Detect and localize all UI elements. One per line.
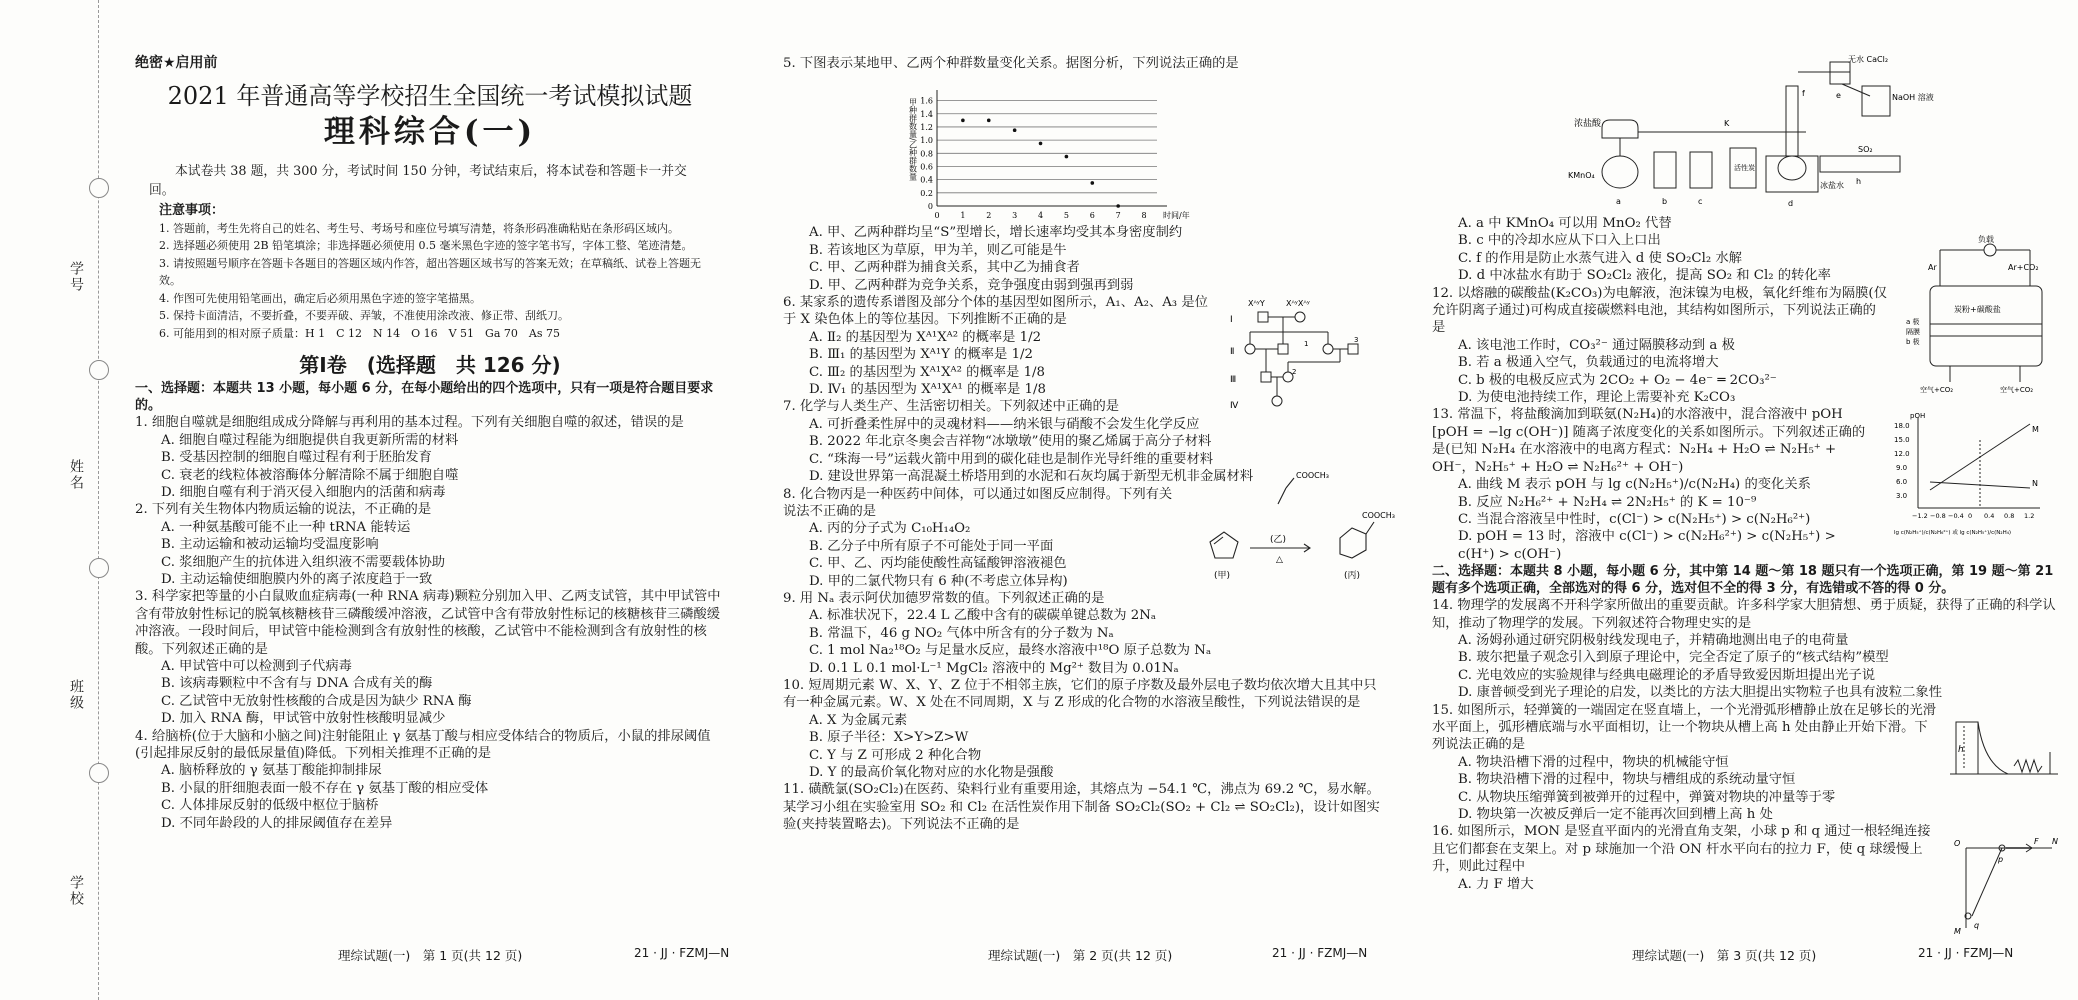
notice-item: 1. 答题前，考生先将自己的姓名、考生号、考场号和座位号填写清楚，将条形码准确粘贴在条形码区域内。	[159, 221, 679, 235]
page-footer: 理综试题(一) 第 3 页(共 12 页)	[1632, 948, 1817, 963]
x-tick-label: 2	[986, 211, 992, 220]
apparatus-label: f	[1802, 89, 1805, 98]
secret-mark: 绝密★启用前	[135, 55, 218, 71]
answer-option: A. 可折叠柔性屏中的灵魂材料——纳米银与硝酸不会发生化学反应	[809, 416, 1200, 432]
answer-option: B. 若 a 极通入空气，负载通过的电流将增大	[1458, 355, 1719, 371]
answer-option: A. 标准状况下，22.4 L 乙酸中含有的碳碳单键总数为 2Nₐ	[809, 608, 1157, 624]
question-stem: 4. 给脑桥(位于大脑和小脑之间)注射能阻止 γ 氨基丁酸与相应受体结合的物质后，小鼠的排尿阈值(引起排尿反射的最低尿量值)降低。下列相关推理不正确的是	[135, 728, 711, 762]
answer-option: B. 乙分子中所有原子不可能处于同一平面	[809, 538, 1054, 554]
answer-option: D. 甲的二氯代物只有 6 种(不考虑立体异构)	[809, 573, 1068, 589]
volume-title: 第Ⅰ卷 (选择题 共 126 分)	[299, 353, 561, 378]
answer-option: D. 0.1 L 0.1 mol·L⁻¹ MgCl₂ 溶液中的 Mg²⁺ 数目为 0.01Nₐ	[809, 660, 1179, 676]
data-point	[987, 119, 991, 123]
apparatus-label: b	[1662, 197, 1668, 206]
y-tick-label: 1.2	[920, 122, 933, 132]
answer-option: B. 受基因控制的细胞自噬过程有利于胚胎发育	[161, 450, 432, 466]
data-point	[1013, 128, 1017, 132]
cut-line	[98, 0, 99, 1000]
answer-option: A. 汤姆孙通过研究阴极射线发现电子，并精确地测出电子的电荷量	[1458, 632, 1849, 648]
answer-option: D. 为使电池持续工作，理论上需要补充 K₂CO₃	[1458, 390, 1736, 406]
answer-option: A. Ⅱ₂ 的基因型为 Xᴬ¹Xᴬ² 的概率是 1/2	[809, 329, 1042, 345]
notice-item: 2. 选择题必须使用 2B 铅笔填涂；非选择题必须使用 0.5 毫米黑色字迹的签字笔书写，字体工整、笔迹清楚。	[159, 239, 693, 253]
question-list	[135, 414, 725, 832]
question-stem: 10. 短周期元素 W、X、Y、Z 位于不相邻主族，它们的原子序数及最外层电子数均依次增大且其中只有一种金属元素。W、X 处在不同周期，X 与 Z 形成的化合物的水溶液呈酸性，下列说法错误的是	[783, 677, 1377, 711]
support-label: F	[2034, 837, 2039, 846]
pedigree-female	[1323, 344, 1333, 354]
battery-label: Ar+CO₂	[2008, 263, 2039, 272]
poh-label: pOH	[1910, 412, 1926, 420]
answer-option: C. 乙试管中无放射性核酸的合成是因为缺少 RNA 酶	[161, 693, 472, 709]
answer-option: A. 物块沿槽下滑的过程中，物块的机械能守恒	[1458, 754, 1729, 770]
column-1	[135, 55, 725, 832]
question-stem: 8. 化合物丙是一种医药中间体，可以通过如图反应制得。下列有关说法不正确的是	[783, 486, 1173, 519]
answer-option: D. pOH = 13 时，溶液中 c(Cl⁻) > c(N₂H₆²⁺) > c(N₂H₅⁺) > c(H⁺) > c(OH⁻)	[1458, 529, 1836, 562]
answer-option: D. 物块第一次被反弹后一定不能再次回到槽上高 h 处	[1458, 807, 1773, 822]
y-axis-label: 甲种群数量/乙种群数量	[908, 98, 918, 181]
data-point	[1039, 142, 1043, 146]
question-stem: 5. 下图表示某地甲、乙两个种群数量变化关系。据图分析，下列说法正确的是	[783, 56, 1239, 71]
data-point	[1090, 181, 1094, 185]
poh-tick: −0.8	[1930, 512, 1946, 520]
answer-option: C. 浆细胞产生的抗体进入组织液不需要载体协助	[161, 554, 446, 570]
answer-option: C. Ⅲ₂ 的基因型为 Xᴬ¹Xᴬ² 的概率是 1/8	[809, 364, 1045, 380]
poh-tick: 15.0	[1894, 436, 1910, 444]
pedigree-label: XᴬʸXᴬʸ	[1286, 299, 1310, 308]
x-tick-label: 1	[960, 211, 966, 220]
x-axis-label: 时间/年	[1163, 211, 1190, 220]
apparatus-label: 无水 CaCl₂	[1848, 55, 1889, 64]
answer-option: A. 细胞自噬过程能为细胞提供自我更新所需的材料	[161, 432, 459, 448]
binding-hole	[89, 763, 109, 783]
heat-label: △	[1276, 555, 1283, 565]
battery-label: b 极	[1906, 338, 1920, 346]
answer-option: C. 甲、乙两种群为捕食关系，其中乙为捕食者	[809, 260, 1080, 276]
exam-subtitle: 理科综合(一)	[323, 114, 537, 151]
poh-figure	[1890, 410, 2070, 549]
question-stem: 15. 如图所示，轻弹簧的一端固定在竖直墙上，一个光滑弧形槽静止放在足够长的光滑水平面上，弧形槽底端与水平面相切，让一个物块从槽上高 h 处由静止开始下滑。下列说法正确的是	[1432, 702, 1937, 753]
page-footer: 理综试题(一) 第 2 页(共 12 页)	[988, 948, 1173, 963]
answer-option: B. 玻尔把量子观念引入到原子理论中，完全否定了原子的“核式结构”模型	[1458, 650, 1889, 666]
apparatus-label: a	[1616, 197, 1621, 206]
binding-strip	[0, 0, 112, 1000]
answer-option: D. Y 的最高价氧化物对应的水化物是强酸	[809, 765, 1054, 780]
y-tick-label: 1.4	[920, 109, 933, 119]
y-tick-label: 0.8	[920, 149, 933, 159]
y-tick-label: 1.0	[920, 136, 933, 146]
notice-item: 4. 作图可先使用铅笔画出，确定后必须用黑色字迹的签字笔描黑。	[159, 291, 481, 305]
pedigree-number: 1	[1304, 340, 1309, 348]
apparatus-label: NaOH 溶液	[1892, 93, 1934, 102]
pedigree-female	[1272, 396, 1282, 406]
answer-option: B. 小鼠的肝细胞表面一般不存在 γ 氨基丁酸的相应受体	[161, 780, 489, 796]
apparatus-label: c	[1698, 197, 1703, 206]
answer-option: C. 甲、乙、丙均能使酸性高锰酸钾溶液褪色	[809, 556, 1067, 572]
answer-option: C. b 极的电极反应式为 2CO₂ + O₂ − 4e⁻ ═ 2CO₃²⁻	[1458, 372, 1777, 388]
section-1-heading: 一、选择题：本题共 13 小题，每小题 6 分，在每小题给出的四个选项中，只有一项是符合题目要求的。	[135, 381, 714, 414]
answer-option: A. 力 F 增大	[1458, 876, 1534, 892]
generation-label: Ⅰ	[1230, 315, 1233, 325]
answer-option: B. 原子半径：X>Y>Z>W	[809, 730, 969, 746]
data-point	[961, 119, 965, 123]
apparatus-label: 浓盐酸	[1574, 119, 1602, 129]
question-stem: 9. 用 Nₐ 表示阿伏加德罗常数的值。下列叙述正确的是	[783, 590, 1105, 606]
answer-option: A. X 为金属元素	[809, 712, 908, 728]
answer-option: A. 甲试管中可以检测到子代病毒	[161, 659, 352, 674]
notice-item: 3. 请按照题号顺序在答题卡各题目的答题区域内作答，超出答题区域书写的答案无效；在草稿纸、试卷上答题无效。	[159, 256, 701, 288]
poh-tick: 0.4	[1984, 512, 1995, 520]
answer-option: D. 细胞自噬有利于消灭侵入细胞内的活菌和病毒	[161, 484, 446, 500]
y-tick-label: 0.4	[920, 175, 933, 185]
answer-option: A. 曲线 M 表示 pOH 与 lg c(N₂H₅⁺)/c(N₂H₄) 的变化关系	[1458, 477, 1811, 493]
question-stem: 11. 磺酰氯(SO₂Cl₂)在医药、染料行业有重要用途，其熔点为 −54.1 ℃，沸点为 69.2 ℃，易水解。某学习小组在实验室用 SO₂ 和 Cl₂ 在活性炭作用下制备 SO₂Cl₂(SO₂ + Cl₂ ⇌ SO₂Cl₂)，设计如图实验(夹持装置略去)。下列说法不正确的是	[783, 782, 1380, 833]
poh-tick: 0	[1968, 512, 1973, 520]
answer-option: A. 一种氨基酸可能不止一种 tRNA 能转运	[161, 519, 411, 535]
generation-label: Ⅱ	[1230, 347, 1235, 357]
question-stem: 12. 以熔融的碳酸盐(K₂CO₃)为电解液，泡沫镍为电极，氧化纤维布为隔膜(仅允许阴离子通过)可构成直接碳燃料电池，其结构如图所示，下列说法正确的是	[1432, 285, 1887, 336]
answer-option: D. 康普顿受到光子理论的启发，以类比的方法大胆提出实物粒子也具有波粒二象性	[1458, 685, 1943, 701]
poh-tick: 18.0	[1894, 422, 1910, 430]
question-stem: 3. 科学家把等量的小白鼠败血症病毒(一种 RNA 病毒)颗粒分别加入甲、乙两支试管，其中甲试管中含有带放射性标记的脱氧核糖核苷三磷酸缓冲溶液，乙试管中含有带放射性标记的核糖核苷三磷酸缓冲溶液。一段时间后，甲试管中能检测到含有放射性的核酸，乙试管中不能检测到含有放射性的核酸。下列叙述正确的是	[135, 589, 721, 657]
x-tick-label: 5	[1063, 211, 1069, 220]
question-stem: 13. 常温下，将盐酸滴加到联氨(N₂H₄)的水溶液中，混合溶液中 pOH [pOH = −lg c(OH⁻)] 随离子浓度变化的关系如图所示。下列叙述正确的是(已知 N₂H₄ 在水溶液中的电离方程式：N₂H₄ + H₂O ⇌ N₂H₅⁺ + OH⁻，N₂H₅⁺ + H₂O ⇌ N₂H₆²⁺ + OH⁻)	[1432, 407, 1866, 475]
answer-option: D. 主动运输使细胞膜内外的离子浓度趋于一致	[161, 571, 433, 587]
poh-tick: 12.0	[1894, 450, 1910, 458]
poh-tick: 6.0	[1896, 478, 1908, 486]
class-label: 班级	[66, 676, 86, 714]
curve-label: M	[2032, 425, 2039, 434]
apparatus-label: 活性炭	[1734, 164, 1755, 172]
exam-intro: 本试卷共 38 题，共 300 分，考试时间 150 分钟，考试结束后，将本试卷和答题卡一并交回。	[149, 164, 687, 199]
height-label: h	[1958, 745, 1964, 755]
answer-option: C. f 的作用是防止水蒸气进入 d 使 SO₂Cl₂ 水解	[1458, 250, 1742, 266]
reagent-label: (乙)	[1270, 535, 1287, 545]
answer-option: C. 人体排尿反射的低级中枢位于脑桥	[161, 798, 379, 814]
answer-option: A. 甲、乙两种群均呈“S”型增长，增长速率均受其本身密度制约	[809, 225, 1183, 241]
pedigree-figure	[1228, 296, 1378, 418]
answer-option: C. Y 与 Z 可形成 2 种化合物	[809, 747, 982, 763]
pedigree-number: 3	[1354, 336, 1359, 344]
x-tick-label: 3	[1012, 211, 1018, 220]
question-stem: 7. 化学与人类生产、生活密切相关。下列叙述中正确的是	[783, 399, 1120, 415]
binding-hole	[89, 178, 109, 198]
answer-option: D. d 中冰盐水有助于 SO₂Cl₂ 液化，提高 SO₂ 和 Cl₂ 的转化率	[1458, 268, 1831, 284]
support-figure	[1952, 836, 2062, 940]
page-code: 21 · JJ · FZMJ—N	[1918, 946, 2014, 960]
y-tick-label: 0	[927, 202, 933, 211]
notice-item: 5. 保持卡面清洁，不要折叠，不要弄破、弄皱，不准使用涂改液、修正带、刮纸刀。	[159, 309, 569, 323]
school-label: 学校	[66, 872, 86, 910]
answer-option: C. “珠海一号”运载火箭中用到的碳化硅也是制作光导纤维的重要材料	[809, 451, 1214, 467]
poh-tick: 9.0	[1896, 464, 1908, 472]
poh-axis-label: lg c(N₂H₅⁺)/c(N₂H₆²⁺) 或 lg c(N₂H₅⁺)/c(N₂H₄)	[1894, 530, 2012, 536]
support-label: N	[2052, 837, 2058, 846]
question-stem: 14. 物理学的发展离不开科学家所做出的重要贡献。许多科学家大胆猜想、勇于质疑，获得了正确的科学认知，推动了物理学的发展。下列叙述符合物理史实的是	[1432, 598, 2056, 631]
name-label: 姓名	[66, 456, 86, 494]
pedigree-male	[1258, 312, 1268, 322]
poh-tick: 0.8	[2004, 512, 2015, 520]
answer-option: D. 建设世界第一高混凝土桥塔用到的水泥和石灰均属于新型无机非金属材料	[809, 469, 1254, 485]
question-stem: 2. 下列有关生物体内物质运输的说法，不正确的是	[135, 502, 432, 518]
apparatus-label: d	[1788, 199, 1794, 208]
apparatus-label: KMnO₄	[1568, 171, 1595, 180]
apparatus-label: K	[1724, 119, 1730, 128]
compound-label: (甲)	[1214, 571, 1231, 581]
pedigree-female	[1245, 344, 1255, 354]
x-tick-label: 6	[1089, 211, 1095, 220]
data-point	[1065, 155, 1069, 159]
answer-option: D. Ⅳ₁ 的基因型为 Xᴬ¹Xᴬ¹ 的概率是 1/8	[809, 382, 1046, 398]
x-tick-label: 7	[1115, 211, 1121, 220]
section-2-heading: 二、选择题：本题共 8 小题，每小题 6 分，其中第 14 题～第 18 题只有一个选项正确，第 19 题～第 21 题有多个选项正确，全部选对的得 6 分，选对但不全的得 3 分，有选错或不答的得 0 分。	[1432, 564, 2054, 597]
answer-option: A. 丙的分子式为 C₁₀H₁₄O₂	[809, 521, 971, 537]
answer-option: A. 脑桥释放的 γ 氨基丁酸能抑制排尿	[161, 763, 382, 779]
battery-label: 隔膜	[1906, 328, 1920, 336]
exam-title: 2021 年普通高等学校招生全国统一考试模拟试题	[167, 82, 693, 111]
y-tick-label: 0.2	[920, 188, 933, 198]
data-point	[1116, 204, 1120, 208]
y-tick-label: 1.6	[920, 96, 933, 106]
apparatus-label: SO₂	[1858, 145, 1873, 154]
answer-option: D. 加入 RNA 酶，甲试管中放射性核酸明显减少	[161, 711, 446, 727]
y-tick-label: 0.6	[920, 162, 933, 172]
pedigree-female	[1295, 312, 1305, 322]
battery-label: 空气+CO₂	[1920, 386, 1954, 394]
apparatus-label: e	[1836, 91, 1841, 100]
answer-option: B. 该病毒颗粒中不含有与 DNA 合成有关的酶	[161, 676, 433, 692]
answer-option: B. 常温下，46 g NO₂ 气体中所含有的分子数为 Nₐ	[809, 625, 1114, 641]
support-label: q	[1974, 921, 1980, 930]
answer-option: B. 反应 N₂H₆²⁺ + N₂H₄ ⇌ 2N₂H₅⁺ 的 K = 10⁻⁹	[1458, 494, 1757, 510]
poh-tick: −1.2	[1912, 512, 1928, 520]
x-tick-label: 4	[1037, 211, 1044, 220]
spring-figure	[1950, 712, 2060, 791]
question-stem: 16. 如图所示，MON 是竖直平面内的光滑直角支架，小球 p 和 q 通过一根轻绳连接且它们都套在支架上。对 p 球施加一个沿 ON 杆水平向右的拉力 F，使 q 球缓慢上升，则此过程中	[1432, 824, 1931, 875]
support-label: O	[1954, 839, 1961, 848]
x-tick-label: 0	[934, 211, 940, 220]
answer-option: C. 从物块压缩弹簧到被弹开的过程中，弹簧对物块的冲量等于零	[1458, 789, 1836, 805]
apparatus-label: 冰盐水	[1820, 181, 1844, 190]
answer-option: A. 该电池工作时，CO₃²⁻ 通过隔膜移动到 a 极	[1458, 337, 1735, 353]
notice-title: 注意事项：	[159, 203, 225, 219]
pedigree-male	[1278, 344, 1288, 354]
answer-option: C. 衰老的线粒体被溶酶体分解清除不属于细胞自噬	[161, 467, 459, 483]
battery-figure	[1906, 235, 2060, 400]
ester-label: COOCH₃	[1296, 471, 1329, 480]
answer-option: B. 物块沿槽下滑的过程中，物块与槽组成的系统动量守恒	[1458, 772, 1796, 788]
page-code: 21 · JJ · FZMJ—N	[634, 946, 730, 960]
answer-option: C. 光电效应的实验规律与经典电磁理论的矛盾导致爱因斯坦提出光子说	[1458, 667, 1876, 683]
page-code: 21 · JJ · FZMJ—N	[1272, 946, 1368, 960]
notice-item: 6. 可能用到的相对原子质量：H 1 C 12 N 14 O 16 V 51 Ga 70 As 75	[159, 326, 560, 340]
answer-option: D. 不同年龄段的人的排尿阈值存在差异	[161, 815, 393, 831]
x-tick-label: 8	[1141, 211, 1147, 220]
compound-label: (丙)	[1344, 571, 1361, 581]
generation-label: Ⅳ	[1230, 401, 1239, 411]
poh-tick: 1.2	[2024, 512, 2035, 520]
pedigree-male	[1261, 372, 1271, 382]
apparatus-figure	[1568, 55, 1934, 220]
battery-label: 炭粉+碳酸盐	[1954, 305, 2001, 314]
answer-option: B. 主动运输和被动运输均受温度影响	[161, 537, 379, 553]
pedigree-number: 2	[1292, 368, 1297, 376]
answer-option: A. a 中 KMnO₄ 可以用 MnO₂ 代替	[1458, 216, 1672, 231]
battery-label: Ar	[1928, 263, 1937, 272]
question-stem: 1. 细胞自噬就是细胞组成成分降解与再利用的基本过程。下列有关细胞自噬的叙述，错误的是	[135, 415, 684, 431]
page-footer: 理综试题(一) 第 1 页(共 12 页)	[338, 948, 523, 963]
pedigree-male	[1348, 344, 1358, 354]
answer-option: B. 2022 年北京冬奥会吉祥物“冰墩墩”使用的聚乙烯属于高分子材料	[809, 434, 1212, 450]
support-label: p	[1998, 855, 2004, 864]
battery-label: a 极	[1906, 318, 1920, 326]
binding-hole	[89, 558, 109, 578]
apparatus-label: h	[1856, 177, 1862, 186]
battery-label: 负载	[1978, 235, 1994, 244]
population-ratio-chart	[895, 86, 1190, 226]
poh-tick: −0.4	[1948, 512, 1964, 520]
answer-option: C. 1 mol Na₂¹⁸O₂ 与足量水反应，最终水溶液中¹⁸O 原子总数为 Nₐ	[809, 643, 1212, 659]
pedigree-label: XᴬʸY	[1248, 299, 1265, 308]
curve-label: N	[2032, 479, 2038, 488]
battery-label: 空气+CO₂	[2000, 386, 2034, 394]
ester-label: COOCH₃	[1362, 511, 1395, 520]
answer-option: B. 若该地区为草原，甲为羊，则乙可能是牛	[809, 242, 1067, 258]
support-label: M	[1954, 927, 1961, 936]
answer-option: B. c 中的冷却水应从下口入上口出	[1458, 233, 1661, 249]
answer-option: B. Ⅲ₁ 的基因型为 Xᴬ¹Y 的概率是 1/2	[809, 347, 1033, 363]
binding-hole	[89, 360, 109, 380]
answer-option: C. 当混合溶液呈中性时，c(Cl⁻) > c(N₂H₅⁺) > c(N₂H₆²⁺)	[1458, 511, 1811, 527]
poh-tick: 3.0	[1896, 492, 1908, 500]
answer-option: D. 甲、乙两种群为竞争关系，竞争强度由弱到强再到弱	[809, 277, 1134, 293]
student-id-label: 学号	[66, 258, 86, 296]
reaction-figure	[1190, 468, 1395, 602]
generation-label: Ⅲ	[1230, 375, 1237, 385]
question-stem: 6. 某家系的遗传系谱图及部分个体的基因型如图所示，A₁、A₂、A₃ 是位于 X 染色体上的等位基因。下列推断不正确的是	[783, 295, 1208, 328]
